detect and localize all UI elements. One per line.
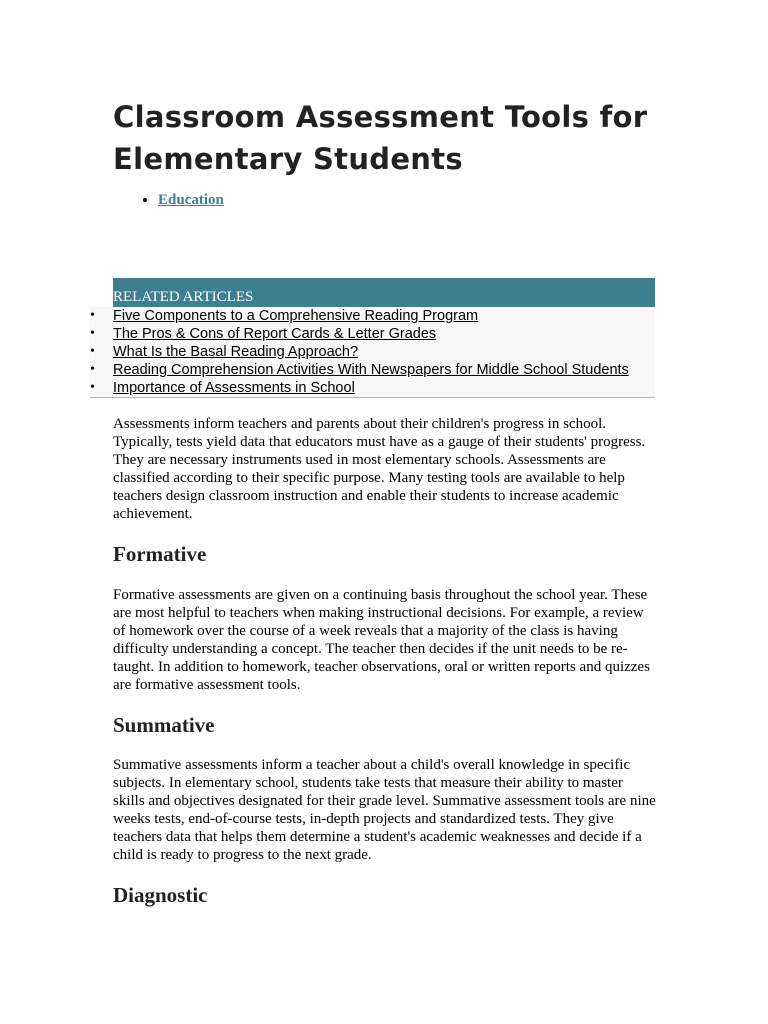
bullet-icon: •: [90, 362, 95, 377]
related-articles-list: [90, 307, 655, 398]
related-article-link[interactable]: Importance of Assessments in School: [113, 380, 355, 396]
section-heading-formative: Formative: [113, 542, 207, 566]
bullet-icon: •: [90, 380, 95, 395]
related-article-link[interactable]: What Is the Basal Reading Approach?: [113, 344, 359, 360]
related-article-link[interactable]: Five Components to a Comprehensive Reading Program: [113, 308, 479, 324]
section-heading-diagnostic: Diagnostic: [113, 883, 208, 907]
section-paragraph-summative: Summative assessments inform a teacher about a child's overall knowledge in specific subjects. In elementary school, students take tests that measure their ability to master skills and objectives designated for their grade level. Summative assessment tools are nine weeks tests, end-of-course tests, in-depth projects and standardized tests. They give teachers data that helps them determine a student's academic weaknesses and decide if a child is ready to progress to the next grade.: [113, 757, 656, 863]
bullet-icon: •: [90, 344, 95, 359]
bullet-icon: •: [90, 308, 95, 323]
related-article-link[interactable]: The Pros & Cons of Report Cards & Letter Grades: [113, 326, 437, 342]
related-article-item: [90, 343, 655, 361]
category-list: [136, 192, 224, 209]
related-article-item: [90, 379, 655, 397]
intro-paragraph: Assessments inform teachers and parents about their children's progress in school. Typically, tests yield data that educators must have as a gauge of their students' progress. They are necessary instruments used in most elementary schools. Assessments are classified according to their specific purpose. Many testing tools are available to help teachers design classroom instruction and enable their students to increase academic achievement.: [113, 416, 646, 522]
category-item: [158, 192, 224, 209]
related-article-link[interactable]: Reading Comprehension Activities With Newspapers for Middle School Students: [113, 362, 629, 378]
related-article-item: [90, 325, 655, 343]
section-heading-summative: Summative: [113, 713, 215, 737]
related-articles-header: RELATED ARTICLES: [113, 278, 655, 307]
page-title: Classroom Assessment Tools for Elementary Students: [113, 100, 648, 176]
related-article-item: [90, 361, 655, 379]
related-articles-box: [90, 278, 655, 398]
related-article-item: [90, 307, 655, 325]
section-paragraph-formative: Formative assessments are given on a continuing basis throughout the school year. These are most helpful to teachers when making instructional decisions. For example, a review of homework over the course of a week reveals that a majority of the class is having difficulty understanding a concept. The teacher then decides if the unit needs to be re-taught. In addition to homework, teacher observations, oral or written reports and quizzes are formative assessment tools.: [113, 587, 650, 693]
bullet-icon: •: [90, 326, 95, 341]
category-link-education[interactable]: Education: [158, 192, 224, 208]
